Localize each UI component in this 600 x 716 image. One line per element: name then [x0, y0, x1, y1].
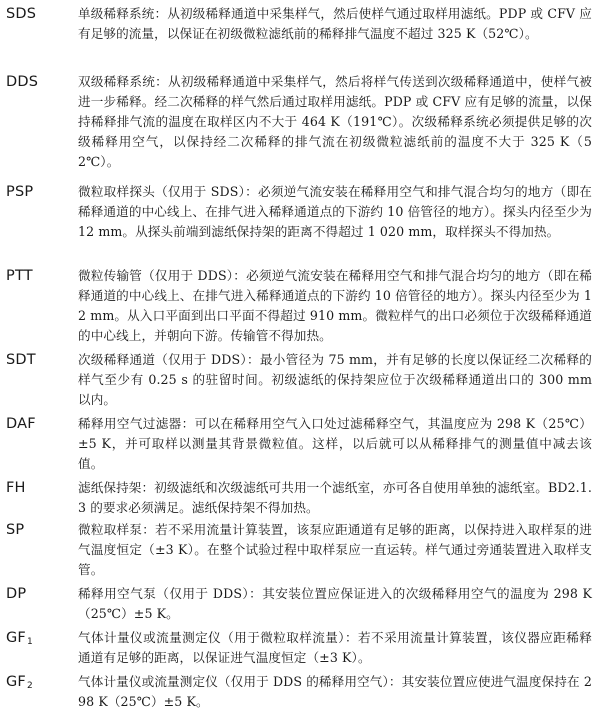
term-label	[6, 628, 70, 652]
term-label-subscript: 1	[26, 637, 33, 647]
term-description: 稀释用空气泵（仅用于 DDS）：其安装位置应保证进入的次级稀释用空气的温度为 298 K（25℃）±5 K。	[78, 586, 592, 621]
term-label: DP	[6, 586, 27, 602]
term-description: 滤纸保持架：初级滤纸和次级滤纸可共用一个滤纸室，亦可各自使用单独的滤纸室。BD2.1.3 的要求必须满足。滤纸保持架不得加热。	[78, 480, 592, 515]
term-description: 微粒取样探头（仅用于 SDS）：必须逆气流安装在稀释用空气和排气混合均匀的地方（即在稀释通道的中心线上、在排气进入稀释通道点的下游约 10 倍管径的地方）。探头内径至少为 12 mm。从探头前端到滤纸保持架的距离不得超过 1 020 mm，取样探头不得加热。	[78, 184, 592, 239]
term-label: DDS	[6, 74, 39, 90]
term-label: SDT	[6, 352, 36, 368]
term-label: SDS	[6, 6, 37, 22]
term-label: FH	[6, 480, 26, 496]
term-description: 微粒取样泵：若不采用流量计算装置，该泵应距通道有足够的距离，以保持进入取样泵的进气温度恒定（±3 K）。在整个试验过程中取样泵应一直运转。样气通过旁通装置进入取样支管。	[78, 522, 592, 577]
term-label: DAF	[6, 416, 36, 432]
term-label: PSP	[6, 184, 34, 200]
term-label-main: GF	[6, 630, 26, 646]
term-description: 次级稀释通道（仅用于 DDS）：最小管径为 75 mm，并有足够的长度以保证经二次稀释的样气至少有 0.25 s 的驻留时间。初级滤纸的保持架应位于次级稀释通道出口的 300 mm 以内。	[78, 352, 592, 407]
term-label-subscript: 2	[26, 681, 33, 691]
term-label-main: GF	[6, 674, 26, 690]
term-description: 气体计量仪或流量测定仪（仅用于 DDS 的稀释用空气）：其安装位置应使进气温度保持在 298 K（25℃）±5 K。	[78, 674, 592, 709]
term-description: 微粒传输管（仅用于 DDS）：必须逆气流安装在稀释用空气和排气混合均匀的地方（即在稀释通道的中心线上、在排气进入稀释通道点的下游约 10 倍管径的地方）。探头内径至少为 12 mm。从入口平面到出口平面不得超过 910 mm。微粒样气的出口必须位于次级稀释通道的中心线上，并朝向下游。传输管不得加热。	[78, 268, 592, 343]
term-description: 气体计量仪或流量测定仪（用于微粒取样流量）：若不采用流量计算装置，该仪器应距稀释通道有足够的距离，以保证进气温度恒定（±3 K）。	[78, 630, 592, 665]
term-description: 稀释用空气过滤器：可以在稀释用空气入口处过滤稀释空气，其温度应为 298 K（25℃）±5 K，并可取样以测量其背景微粒值。这样，以后就可以从稀释排气的测量值中减去该值。	[78, 416, 592, 471]
term-description: 单级稀释系统：从初级稀释通道中采集样气，然后使样气通过取样用滤纸。PDP 或 CFV 应有足够的流量，以保证在初级微粒滤纸前的稀释排气温度不超过 325 K（52℃）。	[78, 6, 592, 41]
term-label	[6, 672, 70, 696]
term-label: PTT	[6, 268, 33, 284]
term-label: SP	[6, 522, 25, 538]
term-description: 双级稀释系统：从初级稀释通道中采集样气，然后将样气传送到次级稀释通道中，使样气被进一步稀释。经二次稀释的样气然后通过取样用滤纸。PDP 或 CFV 应有足够的流量，以保持稀释排气流的温度在取样区内不大于 464 K（191℃）。次级稀释系统必须提供足够的次级稀释用空气，以保持经二次稀释的排气流在初级微粒滤纸前的温度不大于 325 K（52℃）。	[78, 74, 592, 169]
